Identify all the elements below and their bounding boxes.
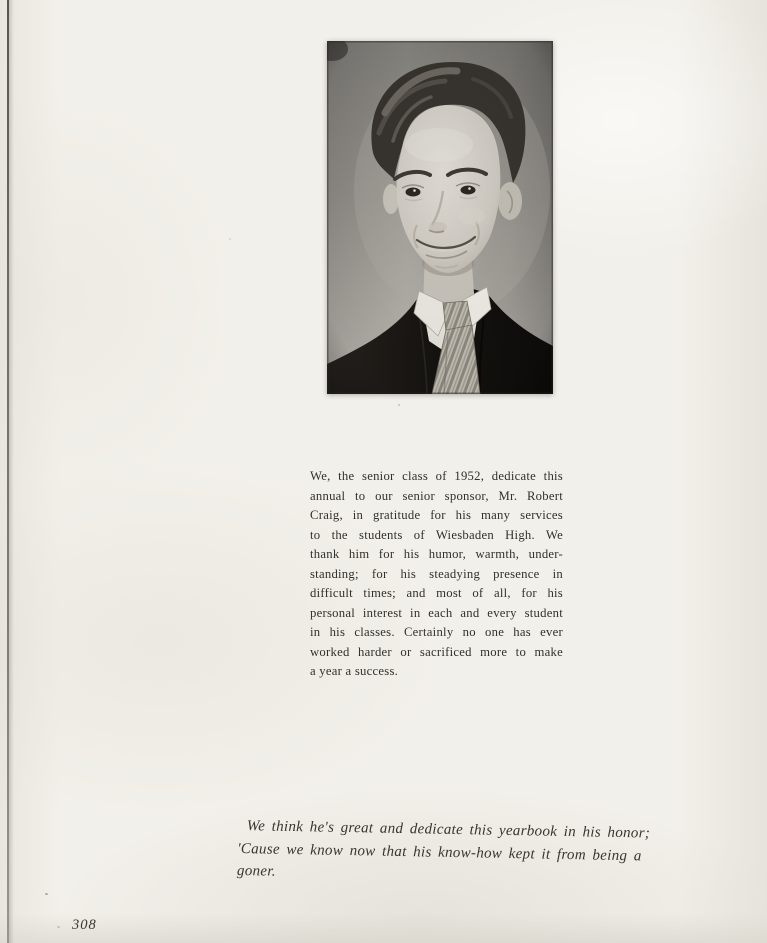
- dedication-line: annual to our senior sponsor, Mr. Robert: [310, 488, 563, 503]
- scan-speckle: [398, 404, 400, 406]
- dedication-paragraph: [310, 467, 563, 682]
- binding-edge-shadow: [9, 0, 14, 943]
- portrait-photo: [327, 41, 553, 394]
- dedication-couplet: [237, 815, 668, 890]
- couplet-line: 'Cause we know now that his know-how kept it from being a goner.: [236, 840, 642, 880]
- scan-speckle: [229, 238, 231, 240]
- dedication-line: We, the senior class of 1952, dedicate this: [310, 469, 563, 483]
- dedication-line: a year a success.: [310, 664, 399, 678]
- dedication-line: worked harder or sacrificed more to make: [310, 644, 563, 659]
- dedication-line: personal interest in each and every student: [310, 605, 563, 620]
- dedication-line: standing; for his steadying presence in: [310, 566, 563, 581]
- dedication-line: to the students of Wiesbaden High. We: [310, 527, 563, 542]
- scan-speckle: [57, 926, 60, 928]
- dedication-line: thank him for his humor, warmth, under-: [310, 547, 563, 561]
- page-number: 308: [72, 917, 97, 933]
- scan-speckle: [45, 893, 48, 895]
- dedication-line: difficult times; and most of all, for his: [310, 586, 563, 600]
- couplet-line: We think he's great and dedicate this yearbook in his honor;: [246, 818, 651, 842]
- dedication-line: in his classes. Certainly no one has ever: [310, 625, 563, 639]
- dedication-line: Craig, in gratitude for his many services: [310, 508, 563, 522]
